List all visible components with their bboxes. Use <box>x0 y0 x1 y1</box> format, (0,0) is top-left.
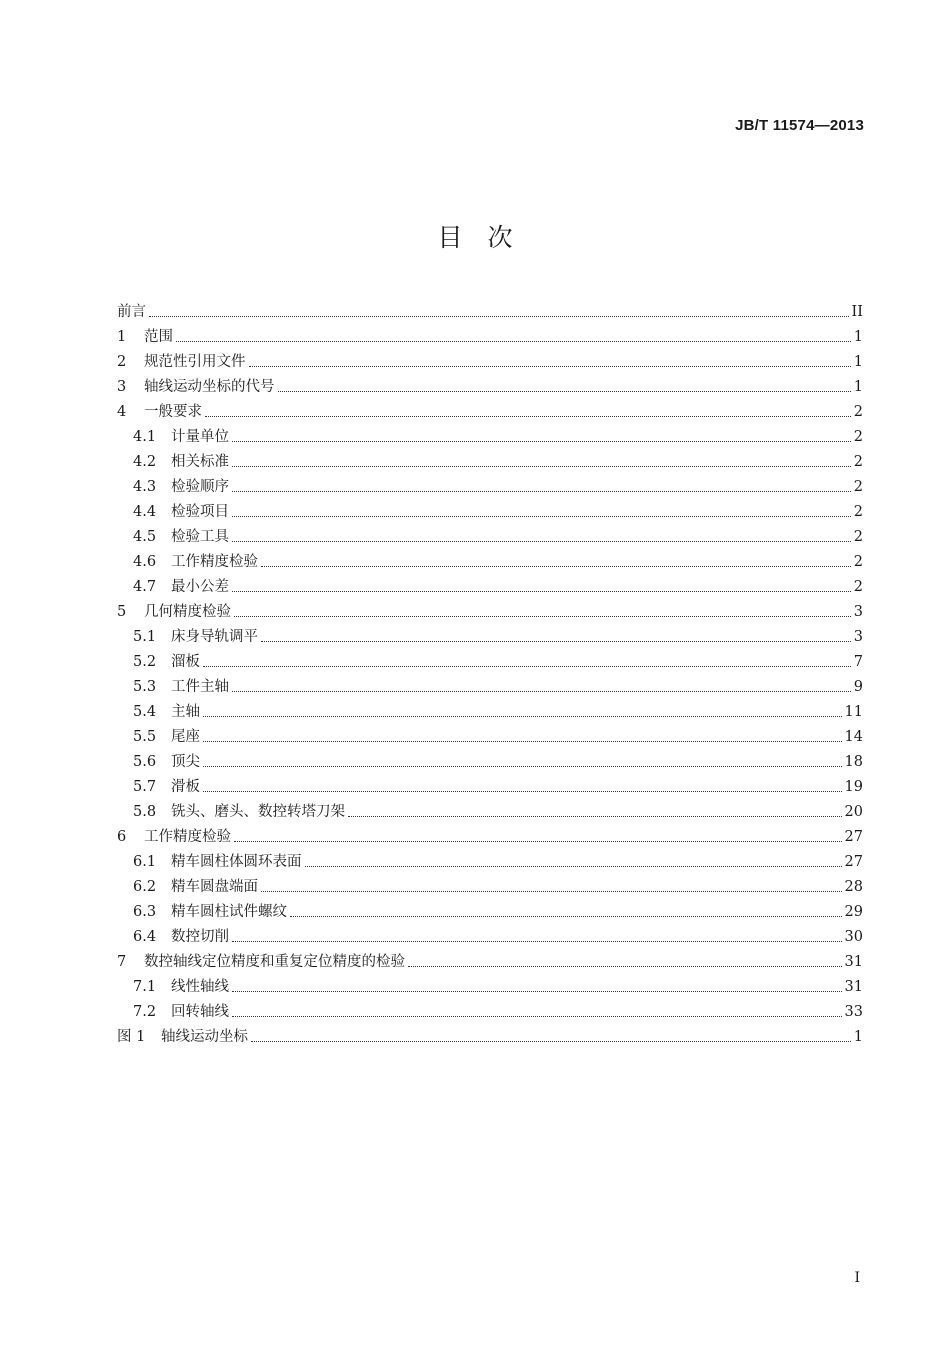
toc-entry[interactable] <box>117 797 863 822</box>
toc-entry[interactable] <box>117 547 863 572</box>
toc-entry-page: 11 <box>844 704 863 720</box>
toc-entry[interactable] <box>117 872 863 897</box>
toc-dot-leader <box>232 940 842 942</box>
toc-entry-page: 27 <box>844 854 863 870</box>
toc-entry-number: 4.3 <box>133 479 157 495</box>
toc-entry[interactable] <box>117 497 863 522</box>
toc-entry-number: 6 <box>117 829 127 845</box>
toc-entry-page: 7 <box>853 654 863 670</box>
toc-entry[interactable] <box>117 947 863 972</box>
toc-dot-leader <box>203 715 842 717</box>
toc-entry-number: 5.3 <box>133 679 157 695</box>
toc-entry-title: 顶尖 <box>171 754 200 770</box>
toc-entry-number: 5.7 <box>133 779 157 795</box>
toc-entry-page: 2 <box>853 579 863 595</box>
toc-entry-number: 7.2 <box>133 1004 157 1020</box>
page-number: I <box>854 1270 860 1286</box>
toc-entry[interactable] <box>117 597 863 622</box>
toc-dot-leader <box>232 440 851 442</box>
toc-entry-number: 5.8 <box>133 804 157 820</box>
toc-entry-title: 几何精度检验 <box>144 604 231 620</box>
toc-entry-title: 范围 <box>144 329 173 345</box>
toc-entry[interactable] <box>117 697 863 722</box>
toc-entry-title: 最小公差 <box>171 579 229 595</box>
toc-entry[interactable] <box>117 372 863 397</box>
toc-entry-page: II <box>851 304 863 320</box>
toc-entry-page: 1 <box>853 379 863 395</box>
toc-entry-title: 相关标准 <box>171 454 229 470</box>
toc-dot-leader <box>408 965 842 967</box>
toc-entry-number: 4.2 <box>133 454 157 470</box>
toc-entry-title: 精车圆柱试件螺纹 <box>171 904 287 920</box>
toc-entry-page: 28 <box>844 879 863 895</box>
toc-entry-number: 2 <box>117 354 127 370</box>
toc-entry-page: 18 <box>844 754 863 770</box>
toc-entry-page: 33 <box>844 1004 863 1020</box>
toc-entry-page: 20 <box>844 804 863 820</box>
toc-entry[interactable] <box>117 822 863 847</box>
toc-entry[interactable] <box>117 972 863 997</box>
toc-entry-title: 检验顺序 <box>171 479 229 495</box>
toc-entry-title: 一般要求 <box>144 404 202 420</box>
toc-dot-leader <box>234 840 842 842</box>
toc-entry-title: 工作精度检验 <box>144 829 231 845</box>
toc-entry-page: 3 <box>853 629 863 645</box>
toc-entry[interactable] <box>117 722 863 747</box>
toc-entry-title: 精车圆柱体圆环表面 <box>171 854 302 870</box>
toc-entry-page: 2 <box>853 554 863 570</box>
toc-entry-title: 工作精度检验 <box>171 554 258 570</box>
toc-entry-number: 4.5 <box>133 529 157 545</box>
toc-entry-number: 图 1 <box>117 1029 146 1045</box>
toc-entry-page: 3 <box>853 604 863 620</box>
toc-entry-page: 30 <box>844 929 863 945</box>
toc-dot-leader <box>261 640 851 642</box>
toc-entry-number: 4 <box>117 404 127 420</box>
toc-entry-number: 5 <box>117 604 127 620</box>
toc-entry-page: 31 <box>844 954 863 970</box>
toc-entry-page: 2 <box>853 429 863 445</box>
toc-entry-page: 31 <box>844 979 863 995</box>
toc-entry-number: 4.6 <box>133 554 157 570</box>
toc-entry[interactable] <box>117 297 863 322</box>
toc-entry[interactable] <box>117 422 863 447</box>
toc-dot-leader <box>305 865 842 867</box>
toc-entry-number: 6.4 <box>133 929 157 945</box>
toc-entry-number: 5.6 <box>133 754 157 770</box>
toc-entry-title: 尾座 <box>171 729 200 745</box>
toc-entry[interactable] <box>117 397 863 422</box>
toc-entry-title: 规范性引用文件 <box>144 354 246 370</box>
toc-dot-leader <box>232 990 842 992</box>
toc-entry-title: 主轴 <box>171 704 200 720</box>
toc-entry-number: 7.1 <box>133 979 157 995</box>
toc-entry-number: 4.1 <box>133 429 157 445</box>
toc-entry-number: 6.1 <box>133 854 157 870</box>
toc-dot-leader <box>149 315 849 317</box>
toc-entry-title: 轴线运动坐标 <box>161 1029 248 1045</box>
toc-entry-page: 19 <box>844 779 863 795</box>
toc-entry-page: 2 <box>853 529 863 545</box>
toc-entry-title: 溜板 <box>171 654 200 670</box>
standard-code: JB/T 11574—2013 <box>735 117 864 134</box>
toc-entry-number: 5.5 <box>133 729 157 745</box>
toc-dot-leader <box>203 765 842 767</box>
toc-entry-title: 床身导轨调平 <box>171 629 258 645</box>
toc-entry-page: 2 <box>853 479 863 495</box>
toc-entry-title: 线性轴线 <box>171 979 229 995</box>
toc-entry-number: 6.2 <box>133 879 157 895</box>
toc-entry[interactable] <box>117 447 863 472</box>
toc-dot-leader <box>203 740 842 742</box>
toc-dot-leader <box>232 540 851 542</box>
toc-entry-page: 1 <box>853 1029 863 1045</box>
toc-dot-leader <box>261 890 842 892</box>
toc-entry[interactable] <box>117 922 863 947</box>
toc-entry-title: 数控切削 <box>171 929 229 945</box>
toc-entry[interactable] <box>117 622 863 647</box>
toc-dot-leader <box>249 365 851 367</box>
toc-entry[interactable] <box>117 672 863 697</box>
toc-dot-leader <box>232 690 851 692</box>
toc-entry-number: 4.7 <box>133 579 157 595</box>
toc-dot-leader <box>234 615 851 617</box>
toc-entry-page: 2 <box>853 454 863 470</box>
toc-entry-number: 3 <box>117 379 127 395</box>
toc-entry-title: 精车圆盘端面 <box>171 879 258 895</box>
toc-entry[interactable] <box>117 522 863 547</box>
table-of-contents <box>117 297 863 1047</box>
toc-entry-number: 6.3 <box>133 904 157 920</box>
toc-entry[interactable] <box>117 747 863 772</box>
toc-dot-leader <box>232 1015 842 1017</box>
toc-entry-page: 29 <box>844 904 863 920</box>
toc-entry-title: 检验工具 <box>171 529 229 545</box>
toc-entry[interactable] <box>117 897 863 922</box>
toc-entry[interactable] <box>117 322 863 347</box>
toc-dot-leader <box>232 590 851 592</box>
toc-entry-number: 1 <box>117 329 127 345</box>
toc-entry-title: 铣头、磨头、数控转塔刀架 <box>171 804 345 820</box>
toc-entry[interactable] <box>117 772 863 797</box>
toc-entry-title: 计量单位 <box>171 429 229 445</box>
toc-entry-page: 27 <box>844 829 863 845</box>
toc-entry-number: 5.4 <box>133 704 157 720</box>
toc-dot-leader <box>232 515 851 517</box>
toc-entry-title: 工件主轴 <box>171 679 229 695</box>
toc-entry-number: 7 <box>117 954 127 970</box>
toc-entry[interactable] <box>117 997 863 1022</box>
toc-dot-leader <box>203 790 842 792</box>
toc-dot-leader <box>232 490 851 492</box>
toc-entry[interactable] <box>117 472 863 497</box>
toc-entry[interactable] <box>117 1022 863 1047</box>
toc-entry-page: 2 <box>853 404 863 420</box>
toc-entry-title: 数控轴线定位精度和重复定位精度的检验 <box>144 954 405 970</box>
toc-entry-page: 1 <box>853 329 863 345</box>
toc-dot-leader <box>176 340 851 342</box>
toc-entry-title: 滑板 <box>171 779 200 795</box>
toc-dot-leader <box>205 415 851 417</box>
toc-entry-page: 14 <box>844 729 863 745</box>
toc-entry-number: 4.4 <box>133 504 157 520</box>
toc-dot-leader <box>278 390 851 392</box>
toc-entry-page: 2 <box>853 504 863 520</box>
toc-entry-title: 轴线运动坐标的代号 <box>144 379 275 395</box>
toc-dot-leader <box>261 565 851 567</box>
toc-entry-title: 检验项目 <box>171 504 229 520</box>
toc-entry[interactable] <box>117 647 863 672</box>
toc-dot-leader <box>251 1040 851 1042</box>
toc-entry-number: 5.1 <box>133 629 157 645</box>
toc-dot-leader <box>348 815 842 817</box>
toc-entry-number: 5.2 <box>133 654 157 670</box>
toc-dot-leader <box>203 665 851 667</box>
toc-entry-page: 9 <box>853 679 863 695</box>
toc-dot-leader <box>232 465 851 467</box>
toc-entry[interactable] <box>117 847 863 872</box>
toc-entry-title: 前言 <box>117 304 146 320</box>
toc-entry[interactable] <box>117 572 863 597</box>
page-title: 目 次 <box>437 223 513 252</box>
toc-entry-title: 回转轴线 <box>171 1004 229 1020</box>
toc-entry-page: 1 <box>853 354 863 370</box>
toc-entry[interactable] <box>117 347 863 372</box>
toc-dot-leader <box>290 915 842 917</box>
